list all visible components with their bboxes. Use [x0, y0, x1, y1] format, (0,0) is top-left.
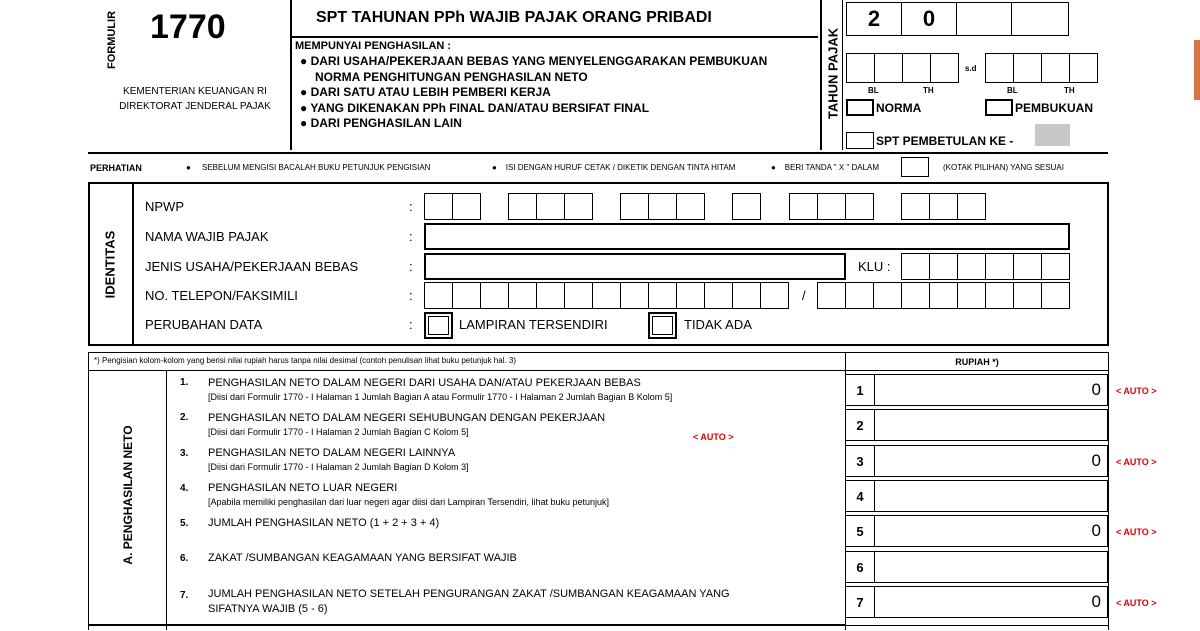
row-number: 1.: [180, 377, 189, 388]
bullet-item: NORMA PENGHITUNGAN PENGHASILAN NETO: [315, 69, 588, 84]
period-end-th-2[interactable]: [1069, 53, 1098, 83]
year-digit-4[interactable]: [1011, 2, 1069, 36]
row-number: 5.: [180, 518, 189, 529]
period-start-th-1[interactable]: [902, 53, 931, 83]
th-label: TH: [923, 86, 934, 95]
row-text: JUMLAH PENGHASILAN NETO SETELAH PENGURANGAN ZAKAT /SUMBANGAN KEAGAMAAN YANG: [208, 588, 730, 600]
fax-digit[interactable]: [985, 282, 1014, 309]
colon: :: [409, 199, 413, 214]
npwp-digit[interactable]: [789, 193, 818, 220]
norma-label: NORMA: [876, 101, 922, 115]
npwp-digit[interactable]: [424, 193, 453, 220]
row-text: PENGHASILAN NETO LUAR NEGERI: [208, 482, 398, 494]
npwp-label: NPWP: [145, 199, 184, 214]
ministry-name: KEMENTERIAN KEUANGAN RI: [123, 86, 267, 97]
row-box-number: 4: [845, 480, 875, 512]
formulir-label: FORMULIR: [106, 10, 118, 70]
period-start-th-2[interactable]: [930, 53, 959, 83]
npwp-digit[interactable]: [957, 193, 986, 220]
colon: :: [409, 317, 413, 332]
table-note: *) Pengisian kolom-kolom yang berisi nilai rupiah harus tanpa nilai desimal (contoh penulisan lihat buku petunjuk hal. 3): [94, 356, 517, 365]
period-end-th-1[interactable]: [1041, 53, 1070, 83]
phone-digit[interactable]: [480, 282, 509, 309]
pembukuan-label: PEMBUKUAN: [1015, 101, 1093, 115]
klu-digit[interactable]: [901, 253, 930, 280]
row-box-number: 1: [845, 374, 875, 406]
phone-digit[interactable]: [564, 282, 593, 309]
phone-digit[interactable]: [732, 282, 761, 309]
income-bullets: [300, 54, 767, 132]
fax-digit[interactable]: [901, 282, 930, 309]
bullet-item: ● YANG DIKENAKAN PPh FINAL DAN/ATAU BERSIFAT FINAL: [300, 100, 650, 115]
auto-indicator: < AUTO >: [1116, 386, 1157, 396]
fax-digit[interactable]: [1041, 282, 1070, 309]
phone-fax-separator: /: [802, 288, 806, 303]
bl-label: BL: [868, 86, 879, 95]
row-box-number: 3: [845, 445, 875, 477]
nama-label: NAMA WAJIB PAJAK: [145, 229, 269, 244]
row-text: PENGHASILAN NETO DALAM NEGERI LAINNYA: [208, 447, 456, 459]
lampiran-checkbox[interactable]: [424, 312, 453, 339]
telepon-label: NO. TELEPON/FAKSIMILI: [145, 288, 298, 303]
phone-digit[interactable]: [452, 282, 481, 309]
section-a-divider: [166, 370, 167, 630]
row-value-field[interactable]: [874, 409, 1108, 441]
row-value-field[interactable]: 0: [874, 445, 1108, 477]
row-subtext: [Diisi dari Formulir 1770 - I Halaman 2 Jumlah Bagian C Kolom 5]: [208, 427, 469, 437]
npwp-digit[interactable]: [620, 193, 649, 220]
perhatian-item: (KOTAK PILIHAN) YANG SESUAI: [943, 163, 1064, 172]
klu-digit[interactable]: [957, 253, 986, 280]
pembetulan-checkbox[interactable]: [846, 132, 874, 149]
form-number: 1770: [150, 8, 226, 46]
npwp-digit[interactable]: [817, 193, 846, 220]
row-number: 6.: [180, 553, 189, 564]
fax-digit[interactable]: [1013, 282, 1042, 309]
row-number: 4.: [180, 483, 189, 494]
phone-digit[interactable]: [424, 282, 453, 309]
row-subtext: [Diisi dari Formulir 1770 - I Halaman 1 Jumlah Bagian A atau Formulir 1770 - I Halaman 2 Jumlah Bagian B Kolom 5]: [208, 392, 673, 402]
klu-digit[interactable]: [1041, 253, 1070, 280]
perhatian-item: ● ISI DENGAN HURUF CETAK / DIKETIK DENGAN TINTA HITAM: [492, 163, 736, 172]
colon: :: [409, 229, 413, 244]
row-value-field[interactable]: 0: [874, 374, 1108, 406]
period-start-bl-2[interactable]: [874, 53, 903, 83]
jenis-usaha-input[interactable]: [424, 253, 846, 280]
th-label: TH: [1064, 86, 1075, 95]
npwp-digit[interactable]: [508, 193, 537, 220]
pembukuan-checkbox[interactable]: [985, 99, 1013, 116]
fax-digit[interactable]: [845, 282, 874, 309]
phone-digit[interactable]: [676, 282, 705, 309]
year-digit-3[interactable]: [956, 2, 1012, 36]
table-bottom-rule: [88, 624, 845, 626]
npwp-digit[interactable]: [732, 193, 761, 220]
npwp-digit[interactable]: [929, 193, 958, 220]
npwp-digit[interactable]: [648, 193, 677, 220]
fax-digit[interactable]: [873, 282, 902, 309]
auto-indicator: < AUTO >: [1116, 457, 1157, 467]
npwp-digit[interactable]: [564, 193, 593, 220]
jenis-usaha-label: JENIS USAHA/PEKERJAAN BEBAS: [145, 259, 359, 274]
header-rule: [88, 152, 1108, 154]
lampiran-label: LAMPIRAN TERSENDIRI: [459, 317, 608, 332]
year-digit-1[interactable]: 2: [846, 2, 902, 36]
tidak-ada-checkbox[interactable]: [648, 312, 677, 339]
row-text: SIFATNYA WAJIB (5 - 6): [208, 603, 328, 615]
klu-digit[interactable]: [1013, 253, 1042, 280]
period-end-bl-2[interactable]: [1013, 53, 1042, 83]
auto-indicator: < AUTO >: [693, 432, 734, 442]
row-value-field[interactable]: [874, 551, 1108, 583]
tahun-pajak-divider: [842, 0, 843, 150]
npwp-digit[interactable]: [676, 193, 705, 220]
form-title: SPT TAHUNAN PPh WAJIB PAJAK ORANG PRIBADI: [316, 9, 712, 26]
row-text: PENGHASILAN NETO DALAM NEGERI SEHUBUNGAN DENGAN PEKERJAAN: [208, 412, 606, 424]
perhatian-item: ● SEBELUM MENGISI BACALAH BUKU PETUNJUK PENGISIAN: [186, 163, 431, 172]
phone-digit[interactable]: [592, 282, 621, 309]
row-box-number: 6: [845, 551, 875, 583]
perubahan-data-label: PERUBAHAN DATA: [145, 317, 263, 332]
period-end-bl-1[interactable]: [985, 53, 1014, 83]
phone-digit[interactable]: [704, 282, 733, 309]
perhatian-label: PERHATIAN: [90, 163, 142, 173]
auto-indicator: < AUTO >: [1116, 598, 1157, 608]
identitas-label: IDENTITAS: [102, 230, 118, 299]
rupiah-header: RUPIAH *): [955, 357, 999, 367]
tahun-pajak-label: TAHUN PAJAK: [825, 27, 841, 120]
klu-digit[interactable]: [929, 253, 958, 280]
bullet-item: ● DARI PENGHASILAN LAIN: [300, 116, 462, 130]
phone-digit[interactable]: [536, 282, 565, 309]
klu-label: KLU :: [858, 259, 891, 274]
directorate-name: DIREKTORAT JENDERAL PAJAK: [119, 101, 271, 112]
npwp-digit[interactable]: [536, 193, 565, 220]
bullet-item: ● DARI SATU ATAU LEBIH PEMBERI KERJA: [300, 85, 551, 99]
row-text: ZAKAT /SUMBANGAN KEAGAMAAN YANG BERSIFAT WAJIB: [208, 552, 517, 564]
phone-digit[interactable]: [760, 282, 789, 309]
row-subtext: [Apabila memiliki penghasilan dari luar negeri agar diisi dari Lampiran Tersendiri, lihat buku petunjuk]: [208, 497, 610, 507]
example-checkbox: [901, 157, 929, 177]
row-box-number: 2: [845, 409, 875, 441]
row-number: 3.: [180, 448, 189, 459]
row-box-number: 7: [845, 586, 875, 618]
auto-indicator: < AUTO >: [1116, 527, 1157, 537]
row-box-number: 5: [845, 515, 875, 547]
sd-label: s.d: [965, 64, 977, 73]
table-header-rule: [88, 370, 1109, 371]
perhatian-item: ● BERI TANDA " X " DALAM: [771, 163, 880, 172]
identitas-divider: [132, 182, 134, 346]
row-text: JUMLAH PENGHASILAN NETO (1 + 2 + 3 + 4): [208, 517, 440, 529]
title-divider: [290, 36, 818, 38]
form-subtitle: MEMPUNYAI PENGHASILAN :: [295, 40, 452, 52]
klu-digit[interactable]: [985, 253, 1014, 280]
npwp-digit[interactable]: [452, 193, 481, 220]
phone-digit[interactable]: [648, 282, 677, 309]
tidak-ada-label: TIDAK ADA: [684, 317, 752, 332]
row-value-field[interactable]: [874, 480, 1108, 512]
bl-label: BL: [1007, 86, 1018, 95]
fax-digit[interactable]: [817, 282, 846, 309]
row-text: PENGHASILAN NETO DALAM NEGERI DARI USAHA DAN/ATAU PEKERJAAN BEBAS: [208, 377, 641, 389]
section-a-label: A. PENGHASILAN NETO: [121, 425, 135, 565]
phone-digit[interactable]: [620, 282, 649, 309]
period-start-bl-1[interactable]: [846, 53, 875, 83]
nama-input[interactable]: [424, 223, 1070, 250]
npwp-digit[interactable]: [901, 193, 930, 220]
pembetulan-field[interactable]: [1035, 124, 1070, 146]
phone-digit[interactable]: [508, 282, 537, 309]
row-number: 7.: [180, 590, 189, 601]
pembetulan-label: SPT PEMBETULAN KE -: [876, 134, 1014, 148]
npwp-digit[interactable]: [845, 193, 874, 220]
row-subtext: [Diisi dari Formulir 1770 - I Halaman 2 Jumlah Bagian D Kolom 3]: [208, 462, 469, 472]
row-value-field[interactable]: 0: [874, 586, 1108, 618]
fax-digit[interactable]: [929, 282, 958, 309]
row-value-field[interactable]: 0: [874, 515, 1108, 547]
row-number: 2.: [180, 412, 189, 423]
bullet-item: ● DARI USAHA/PEKERJAAN BEBAS YANG MENYELENGGARAKAN PEMBUKUAN: [300, 54, 768, 68]
norma-checkbox[interactable]: [846, 99, 874, 116]
colon: :: [409, 288, 413, 303]
year-digit-2[interactable]: 0: [901, 2, 957, 36]
colon: :: [409, 259, 413, 274]
fax-digit[interactable]: [957, 282, 986, 309]
next-row-cell: [845, 625, 1108, 631]
window-edge-accent: [1194, 40, 1200, 100]
